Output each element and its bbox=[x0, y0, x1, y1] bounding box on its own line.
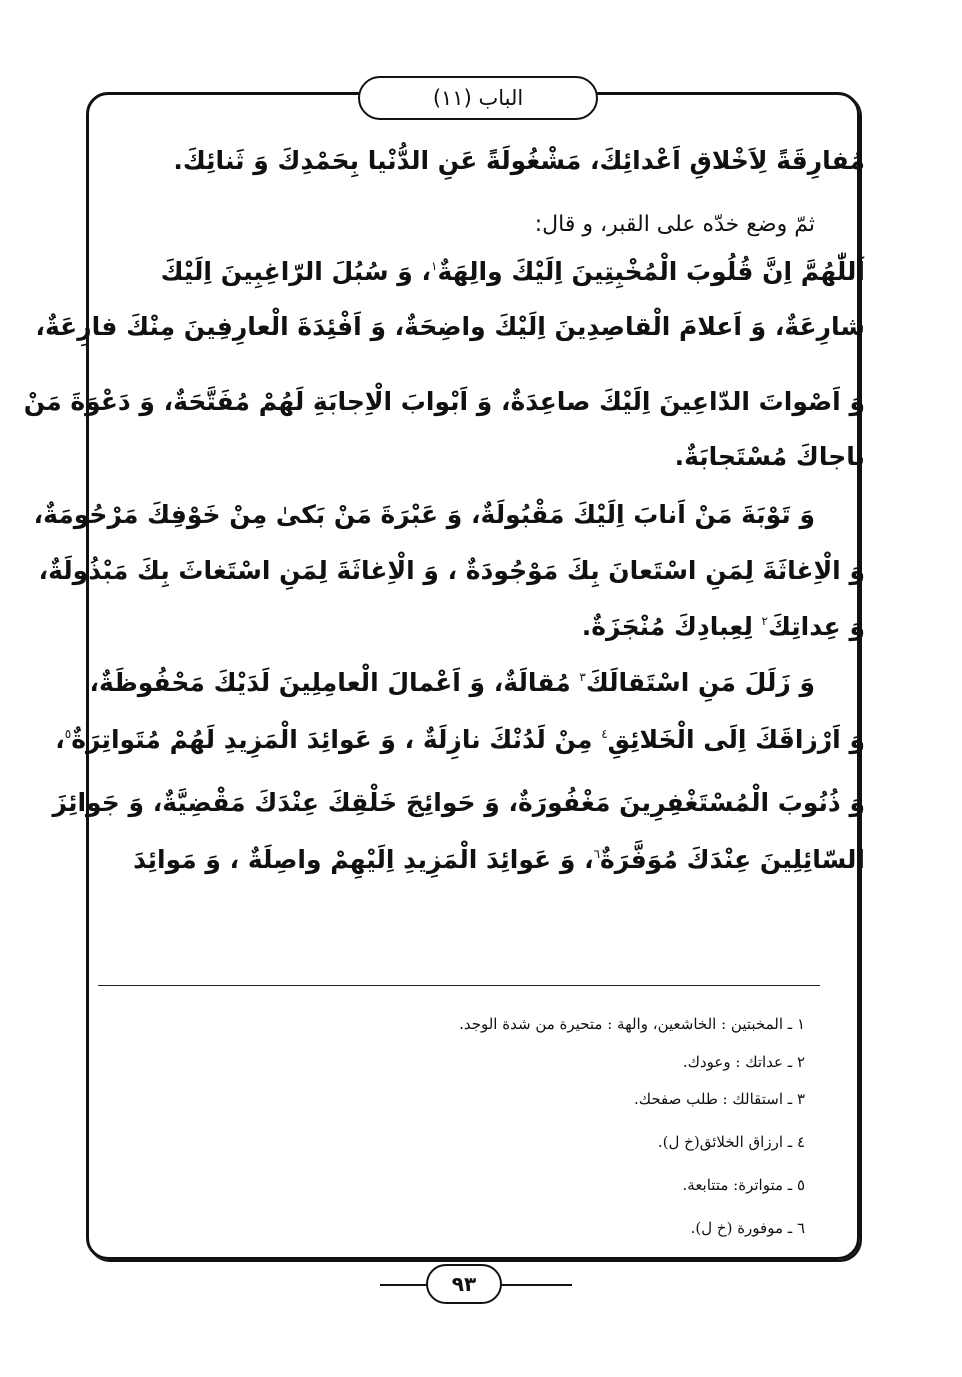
footnote-5: ٥ ـ متواترة: متتابعة. bbox=[682, 1176, 805, 1194]
text-segment: وَ اَرْزاقَكَ اِلَى الْخَلائِقِ bbox=[607, 725, 865, 754]
text-line-3 bbox=[110, 257, 865, 286]
text-segment: مُقالَةٌ، وَ اَعْمالَ الْعامِلِينَ لَدَيْكَ مَحْفُوظَةٌ، bbox=[89, 668, 571, 697]
text-segment: وَ عِداتِكَ bbox=[768, 612, 865, 641]
text-line-7: وَ تَوْبَةَ مَنْ اَنابَ اِلَيْكَ مَقْبُولَةٌ، وَ عَبْرَةَ مَنْ بَكىٰ مِنْ خَوْفِكَ مَرْحُومَةٌ، bbox=[33, 500, 815, 529]
text-line-9 bbox=[110, 612, 865, 641]
page-number: ٩٣ bbox=[426, 1264, 502, 1304]
page-number-line-left bbox=[380, 1284, 428, 1286]
footnote-ref-5[interactable]: ٥ bbox=[64, 727, 72, 741]
text-segment: لِعِبادِكَ مُنْجَزَةٌ. bbox=[581, 612, 753, 641]
text-line-4: شارِعَةٌ، وَ اَعلامَ الْقاصِدِينَ اِلَيْكَ واضِحَةٌ، وَ اَفْئِدَةَ الْعارِفِينَ مِنْكَ فازِعَةٌ، bbox=[35, 312, 865, 341]
footnote-1: ١ ـ المخبتين : الخاشعين، والهة : متحيرة من شدة الوجد. bbox=[459, 1015, 805, 1033]
footnote-3: ٣ ـ استقالك : طلب صفحك. bbox=[633, 1090, 805, 1108]
text-segment: مِنْ لَدُنْكَ نازِلَةٌ ، وَ عَوائِدَ الْمَزِيدِ لَهُمْ مُتَواتِرَةٌ bbox=[71, 725, 593, 754]
text-line-12: وَ ذُنُوبَ الْمُسْتَغْفِرِينَ مَغْفُورَةٌ، وَ حَوائِجَ خَلْقِكَ عِنْدَكَ مَقْضِيَّةٌ، وَ جَوائِزَ bbox=[52, 788, 865, 817]
text-segment: ، bbox=[55, 725, 65, 754]
text-line-8: وَ الْاِغاثَةَ لِمَنِ اسْتَعانَ بِكَ مَوْجُودَةٌ ، وَ الْاِغاثَةَ لِمَنِ اسْتَغاثَ بِكَ مَبْذُولَةٌ، bbox=[38, 556, 865, 585]
text-segment: وَ زَلَلَ مَنِ اسْتَقالَكَ bbox=[585, 668, 815, 697]
footnote-6: ٦ ـ موفورة (خ ل). bbox=[690, 1219, 805, 1237]
narration-line: ثمّ وضع خدّه على القبر، و قال: bbox=[534, 212, 815, 237]
text-line-11 bbox=[55, 725, 865, 754]
footnote-ref-3[interactable]: ٣ bbox=[579, 670, 586, 684]
chapter-title: الباب (١١) bbox=[358, 76, 598, 120]
footnote-ref-2[interactable]: ٢ bbox=[761, 614, 768, 628]
text-segment: السّائِلِينَ عِنْدَكَ مُوَفَّرَةٌ bbox=[600, 845, 865, 874]
footnote-2: ٢ ـ عداتك : وعودك. bbox=[682, 1053, 805, 1071]
text-line-10 bbox=[89, 668, 865, 697]
text-line-5: وَ اَصْواتَ الدّاعِينَ اِلَيْكَ صاعِدَةٌ، وَ اَبْوابَ الْاِجابَةِ لَهُمْ مُفَتَّحَةٌ، وَ دَعْوَةَ مَنْ bbox=[23, 387, 865, 416]
footnote-divider bbox=[98, 985, 820, 986]
text-segment: اَللّٰهُمَّ اِنَّ قُلُوبَ الْمُخْبِتِينَ اِلَيْكَ والِهَةٌ bbox=[437, 257, 865, 286]
text-line-13 bbox=[110, 845, 865, 874]
footnote-ref-4[interactable]: ٤ bbox=[601, 727, 608, 741]
text-line-1: مُفارِقَةً لِاَخْلاقِ اَعْدائِكَ، مَشْغُولَةً عَنِ الدُّنْيا بِحَمْدِكَ وَ ثَنائِكَ. bbox=[173, 146, 865, 175]
footnote-4: ٤ ـ ارزاق الخلائق(خ ل). bbox=[657, 1133, 805, 1151]
footnote-ref-1[interactable]: ١ bbox=[431, 259, 438, 273]
text-line-6: ناجاكَ مُسْتَجابَةٌ. bbox=[674, 442, 865, 471]
page-number-line-right bbox=[500, 1284, 572, 1286]
footnote-ref-6[interactable]: ٦ bbox=[593, 847, 601, 861]
text-segment: ، وَ سُبُلَ الرّاغِبِينَ اِلَيْكَ bbox=[160, 257, 432, 286]
text-segment: ، وَ عَوائِدَ الْمَزِيدِ اِلَيْهِمْ واصِلَةٌ ، وَ مَوائِدَ bbox=[133, 845, 594, 874]
